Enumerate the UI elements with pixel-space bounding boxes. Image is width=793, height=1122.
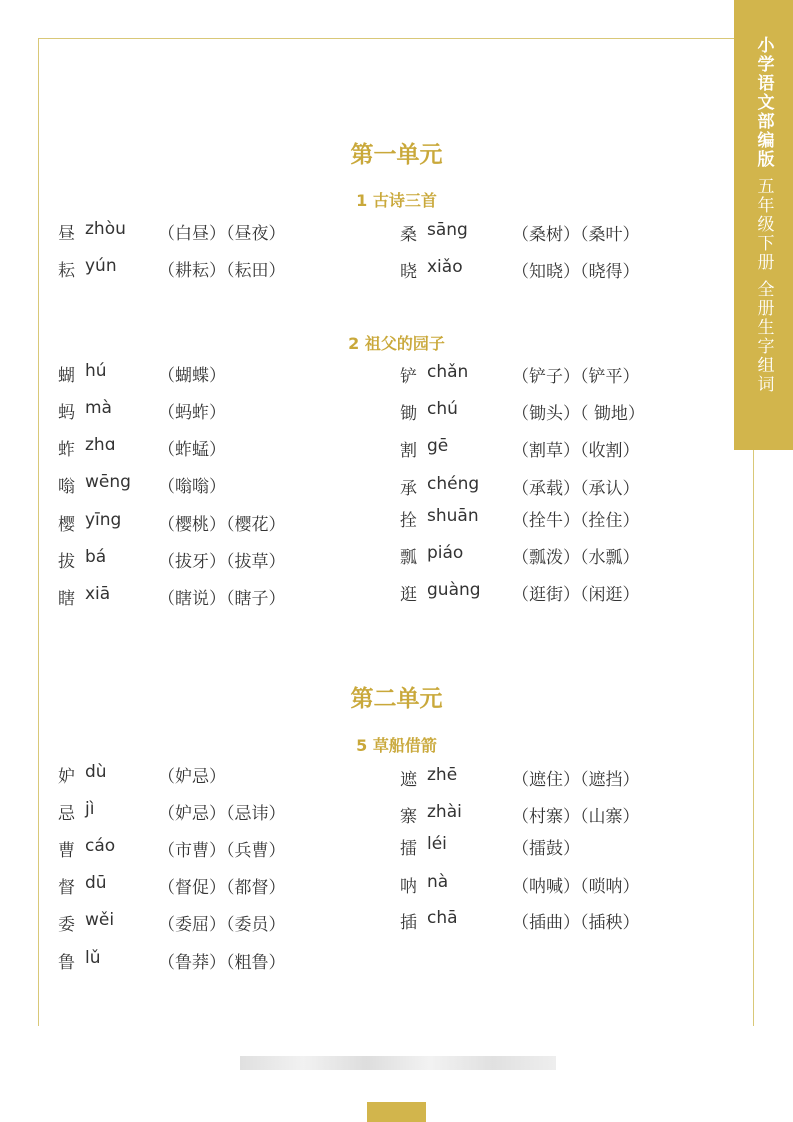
- words: （妒忌）: [158, 767, 226, 787]
- character: 樱: [58, 515, 75, 535]
- character: 呐: [400, 877, 417, 897]
- lesson-title: 2 祖父的园子: [348, 334, 445, 353]
- words: （瞎说）（瞎子）: [158, 589, 286, 609]
- page-number-block: [367, 1102, 426, 1122]
- pinyin: bá: [85, 547, 107, 567]
- pinyin: dū: [85, 873, 107, 893]
- character: 瓢: [400, 548, 417, 568]
- character: 妒: [58, 767, 75, 787]
- words: （村寨）（山寨）: [512, 807, 640, 827]
- pinyin: chéng: [427, 474, 480, 494]
- character: 瞎: [58, 589, 75, 609]
- words: （市曹）（兵曹）: [158, 841, 286, 861]
- pinyin: chǎn: [427, 362, 469, 382]
- words: （蚱蜢）: [158, 440, 226, 460]
- pinyin: jì: [85, 799, 95, 819]
- pinyin: shuān: [427, 506, 479, 526]
- character: 铲: [400, 367, 417, 387]
- pinyin: sāng: [427, 220, 468, 240]
- lesson-title: 5 草船借箭: [356, 736, 437, 755]
- character: 寨: [400, 807, 417, 827]
- words: （插曲）（插秧）: [512, 913, 640, 933]
- pinyin: wēng: [85, 472, 131, 492]
- character: 拔: [58, 552, 75, 572]
- character: 锄: [400, 404, 417, 424]
- words: （蝴蝶）: [158, 366, 226, 386]
- character: 拴: [400, 511, 417, 531]
- pinyin: cáo: [85, 836, 116, 856]
- words: （知晓）（晓得）: [512, 262, 640, 282]
- pinyin: mà: [85, 398, 112, 418]
- character: 昼: [58, 224, 75, 244]
- words: （擂鼓）: [512, 839, 580, 859]
- words: （耕耘）（耘田）: [158, 261, 286, 281]
- words: （委屈）（委员）: [158, 915, 286, 935]
- words: （蚂蚱）: [158, 403, 226, 423]
- pinyin: wěi: [85, 910, 115, 930]
- character: 承: [400, 479, 417, 499]
- words: （承载）（承认）: [512, 479, 640, 499]
- pinyin: chā: [427, 908, 458, 928]
- words: （督促）（都督）: [158, 878, 286, 898]
- pinyin: léi: [427, 834, 447, 854]
- pinyin: zhòu: [85, 219, 126, 239]
- character: 蚱: [58, 440, 75, 460]
- pinyin: dù: [85, 762, 107, 782]
- words: （桑树）（桑叶）: [512, 225, 640, 245]
- pinyin: gē: [427, 436, 449, 456]
- pinyin: yún: [85, 256, 117, 276]
- words: （铲子）（铲平）: [512, 367, 640, 387]
- words: （嗡嗡）: [158, 477, 226, 497]
- words: （割草）（收割）: [512, 441, 640, 461]
- words: （拴牛）（拴住）: [512, 511, 640, 531]
- character: 嗡: [58, 477, 75, 497]
- pinyin: zhài: [427, 802, 462, 822]
- pinyin: xiā: [85, 584, 111, 604]
- character: 曹: [58, 841, 75, 861]
- character: 鲁: [58, 953, 75, 973]
- lesson-title: 1 古诗三首: [356, 191, 437, 210]
- words: （樱桃）（樱花）: [158, 515, 286, 535]
- character: 擂: [400, 839, 417, 859]
- character: 蝴: [58, 366, 75, 386]
- character: 忌: [58, 804, 75, 824]
- side-tab-topic: 全册生字组词: [753, 280, 774, 394]
- pinyin: zhɑ: [85, 435, 116, 455]
- pinyin: guàng: [427, 580, 481, 600]
- character: 蚂: [58, 403, 75, 423]
- words: （遮住）（遮挡）: [512, 770, 640, 790]
- blurred-footer: [240, 1056, 556, 1070]
- side-tab-grade: 五年级下册: [753, 177, 774, 272]
- words: （锄头）（ 锄地）: [512, 404, 645, 424]
- character: 耘: [58, 261, 75, 281]
- words: （白昼）（昼夜）: [158, 224, 286, 244]
- words: （鲁莽）（粗鲁）: [158, 953, 286, 973]
- pinyin: xiǎo: [427, 257, 463, 277]
- pinyin: piáo: [427, 543, 464, 563]
- pinyin: nà: [427, 872, 449, 892]
- character: 割: [400, 441, 417, 461]
- pinyin: zhē: [427, 765, 458, 785]
- character: 逛: [400, 585, 417, 605]
- character: 桑: [400, 225, 417, 245]
- words: （拔牙）（拔草）: [158, 552, 286, 572]
- pinyin: hú: [85, 361, 107, 381]
- character: 插: [400, 913, 417, 933]
- words: （妒忌）（忌讳）: [158, 804, 286, 824]
- pinyin: chú: [427, 399, 458, 419]
- character: 督: [58, 878, 75, 898]
- unit-title: 第二单元: [350, 686, 443, 712]
- page-frame: [38, 38, 754, 1026]
- pinyin: lǔ: [85, 948, 101, 968]
- words: （瓢泼）（水瓢）: [512, 548, 640, 568]
- character: 晓: [400, 262, 417, 282]
- character: 委: [58, 915, 75, 935]
- words: （呐喊）（唢呐）: [512, 877, 640, 897]
- unit-title: 第一单元: [350, 142, 443, 168]
- words: （逛街）（闲逛）: [512, 585, 640, 605]
- side-tab-edition: 小学语文部编版: [753, 36, 774, 169]
- character: 遮: [400, 770, 417, 790]
- side-tab: [734, 0, 793, 450]
- pinyin: yīng: [85, 510, 122, 530]
